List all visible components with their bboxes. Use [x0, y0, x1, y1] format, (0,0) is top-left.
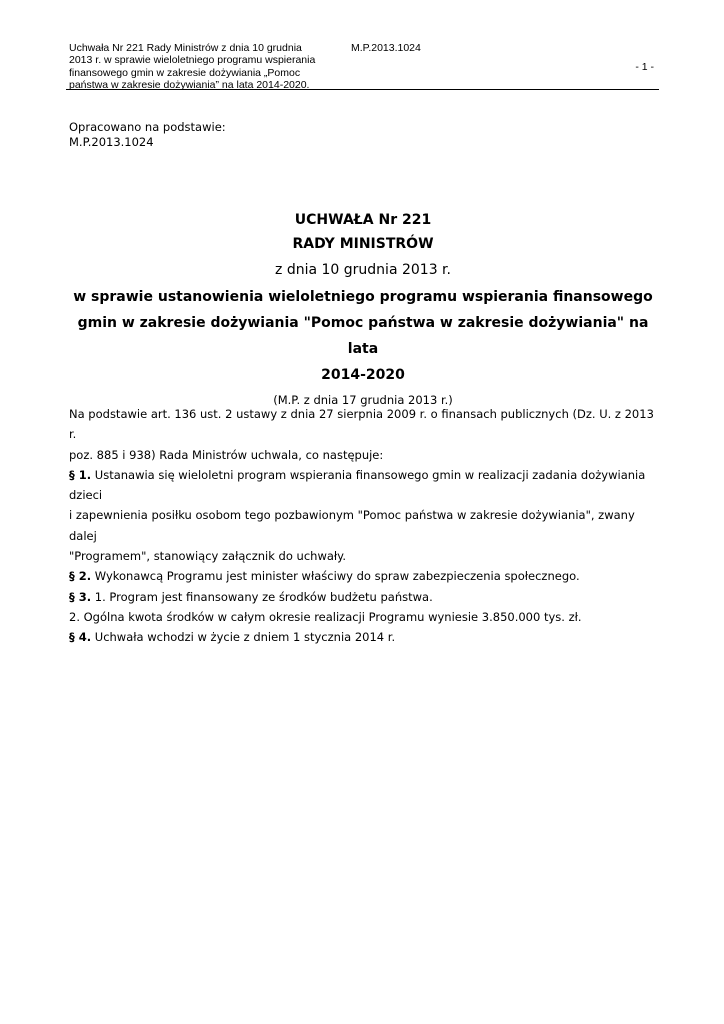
subject-line: w sprawie ustanowienia wieloletniego programu wspierania finansowego	[73, 289, 653, 305]
paragraph-mark: § 1.	[69, 467, 92, 482]
header-divider	[66, 89, 659, 90]
paragraph-text: Wykonawcą Programu jest minister właściwy do spraw zabezpieczenia społecznego.	[91, 569, 580, 584]
running-header	[69, 42, 339, 91]
paragraph-4	[69, 627, 659, 647]
running-header-line: finansowego gmin w zakresie dożywiania „Pomoc	[69, 66, 301, 79]
document-type: UCHWAŁA Nr 221	[294, 212, 432, 228]
preamble-line: poz. 885 i 938) Rada Ministrów uchwala, co następuje:	[69, 447, 384, 462]
source-note-label: Opracowano na podstawie:	[69, 120, 226, 134]
paragraph-1	[69, 465, 659, 506]
paragraph-1-continuation: i zapewnienia posiłku osobom tego pozbawionym "Pomoc państwa w zakresie dożywiania", zwany dalej	[69, 508, 635, 543]
subject-line: gmin w zakresie dożywiania "Pomoc państwa w zakresie dożywiania" na lata	[77, 315, 649, 357]
document-date: z dnia 10 grudnia 2013 r.	[275, 262, 451, 278]
running-header-line: państwa w zakresie dożywiania” na lata 2014-2020.	[69, 78, 310, 91]
header-reference: M.P.2013.1024	[351, 42, 421, 54]
source-note	[69, 120, 226, 150]
paragraph-text: Uchwała wchodzi w życie z dniem 1 stycznia 2014 r.	[91, 630, 396, 645]
paragraph-3-point-2: 2. Ogólna kwota środków w całym okresie realizacji Programu wyniesie 3.850.000 tys. zł.	[69, 609, 582, 624]
source-note-reference: M.P.2013.1024	[69, 135, 154, 149]
paragraph-2	[69, 566, 659, 586]
running-header-line: Uchwała Nr 221 Rady Ministrów z dnia 10 grudnia	[69, 42, 302, 54]
subject-line: 2014-2020	[321, 367, 405, 383]
paragraph-mark: § 3.	[69, 589, 92, 604]
page-number: - 1 -	[635, 61, 654, 73]
preamble-line: Na podstawie art. 136 ust. 2 ustawy z dnia 27 sierpnia 2009 r. o finansach publicznych (Dz. U. z 2013 r.	[69, 407, 654, 442]
paragraph-3	[69, 587, 659, 607]
paragraph-text: Ustanawia się wieloletni program wspierania finansowego gmin w realizacji zadania dożywiania dzieci	[69, 467, 646, 503]
paragraph-1-continuation: "Programem", stanowiący załącznik do uchwały.	[69, 549, 346, 564]
document-subject	[66, 284, 660, 388]
paragraph-mark: § 2.	[69, 569, 92, 584]
issuer: RADY MINISTRÓW	[292, 236, 434, 252]
document-body	[69, 404, 659, 648]
running-header-line: 2013 r. w sprawie wieloletniego programu wspierania	[69, 54, 316, 67]
paragraph-mark: § 4.	[69, 630, 92, 645]
paragraph-text: 1. Program jest finansowany ze środków budżetu państwa.	[91, 589, 433, 604]
title-block	[66, 208, 660, 408]
publication-note: (M.P. z dnia 17 grudnia 2013 r.)	[273, 393, 453, 407]
